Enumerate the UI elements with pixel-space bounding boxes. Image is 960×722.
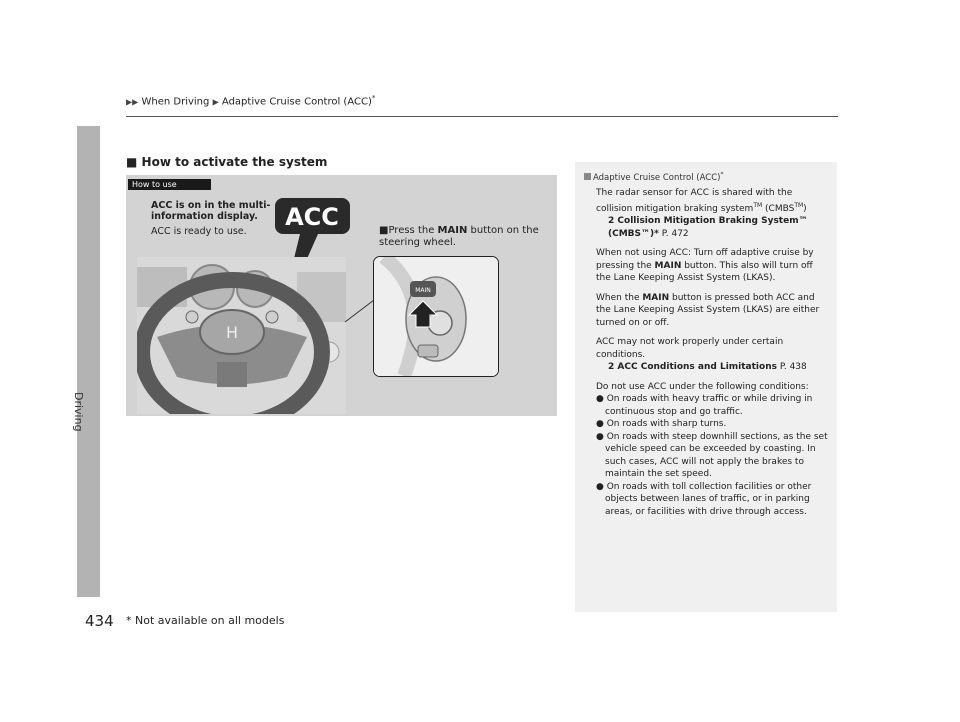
ref1-title[interactable]: Collision Mitigation Braking System™ (CMBS™) [608,216,808,239]
acc-callout-normal: ACC is ready to use. [151,226,247,237]
steering-wheel-illustration [137,257,346,414]
p5-text: Do not use ACC under the following conditions: [596,381,809,392]
main-button-text[interactable]: MAIN [415,287,431,294]
main-callout-prefix: Press the [388,225,438,236]
cross-reference-cmbs[interactable] [596,215,830,240]
steering-wheel-photo [137,257,346,414]
bullet-item: ● On roads with steep downhill sections, as the set vehicle speed can be exceeded by coasting. In such cases, ACC will not apply the brakes to maintain the set speed. [596,431,828,479]
breadcrumb-item-acc[interactable]: Adaptive Cruise Control (ACC) [221,96,372,108]
bullet-text: On roads with toll collection facilities or other objects between lanes of traffic, or in parking areas, or facilities with drive through access. [605,481,812,517]
cross-reference-conditions[interactable] [596,361,830,374]
info-paragraph-4 [596,336,830,374]
acc-display-text: ACC [285,203,339,231]
p2-bold: MAIN [654,260,682,271]
main-callout [379,225,539,249]
info-heading-star: * [720,171,724,178]
breadcrumb-arrow-icon: ▶ [212,97,219,107]
main-callout-bold: MAIN [437,225,468,236]
info-sidebar-body [596,187,830,518]
chapter-label: Driving [72,392,85,432]
info-paragraph-2 [596,247,830,285]
bullet-item: ● On roads with heavy traffic or while driving in continuous stop and go traffic. [596,394,813,417]
main-button-illustration [374,257,498,376]
p3-pre: When the [596,292,643,303]
breadcrumb-arrow-icon: ▶▶ [126,97,139,107]
header-rule [126,116,838,117]
section-title-text: How to activate the system [141,155,328,169]
info-sidebar-heading [584,171,723,183]
footnote: * Not available on all models [126,614,285,627]
acc-callout [151,200,276,237]
main-callout-suffix: button on the steering wheel. [379,225,539,248]
heading-marker-icon [584,173,591,180]
bullet-text: On roads with sharp turns. [606,419,727,429]
cross-reference-icon: 2 [608,216,618,226]
p3-bold: MAIN [642,292,670,303]
ref1-star: * [654,228,659,239]
chapter-side-tab [77,126,100,597]
ref1-page[interactable]: P. 472 [658,228,689,239]
bullet-text: On roads with steep downhill sections, as the set vehicle speed can be exceeded by coasting. In such cases, ACC will not apply the brakes to maintain the set speed. [605,431,828,479]
info-paragraph-5 [596,381,830,394]
ref2-page[interactable]: P. 438 [776,362,807,372]
p1-paren: (CMBS [762,203,795,214]
p1-text: The radar sensor for ACC is shared with the collision mitigation braking system [596,188,793,214]
p1-tm-2: TM [794,201,804,209]
breadcrumb-star: * [371,94,376,102]
info-paragraph-1 [596,187,830,240]
p3-post: button is pressed both ACC and the Lane Keeping Assist System (LKAS) are either turned on or off. [596,292,820,328]
p2-post: button. This also will turn off the Lane Keeping Assist System (LKAS). [596,260,813,283]
cross-reference-icon: 2 [608,362,618,372]
info-heading-text: Adaptive Cruise Control (ACC) [593,172,721,183]
page-number: 434 [85,612,114,630]
section-title [126,155,327,169]
how-to-use-label: How to use [128,179,211,190]
p2-pre: When not using ACC: Turn off adaptive cruise by pressing the [596,248,814,271]
breadcrumb [126,94,375,107]
info-paragraph-3 [596,292,830,330]
section-square-icon: ■ [126,155,138,169]
svg-text:H: H [225,323,239,342]
acc-callout-bold: ACC is on in the multi-information display. [151,200,271,222]
ref2-title[interactable]: ACC Conditions and Limitations [617,362,777,372]
p1-tm: TM [753,201,763,209]
breadcrumb-item-when-driving[interactable]: When Driving [141,96,210,108]
bullet-item: ● On roads with sharp turns. [596,419,727,429]
bullet-text: On roads with heavy traffic or while driving in continuous stop and go traffic. [605,394,813,417]
p4-text: ACC may not work properly under certain conditions. [596,337,784,360]
main-button-inset [373,256,499,377]
main-square-icon: ■ [379,225,389,236]
bullet-item: ● On roads with toll collection facilities or other objects between lanes of traffic, or in parking areas, or facilities with drive through access. [596,481,812,517]
p1-close: ) [803,203,807,214]
